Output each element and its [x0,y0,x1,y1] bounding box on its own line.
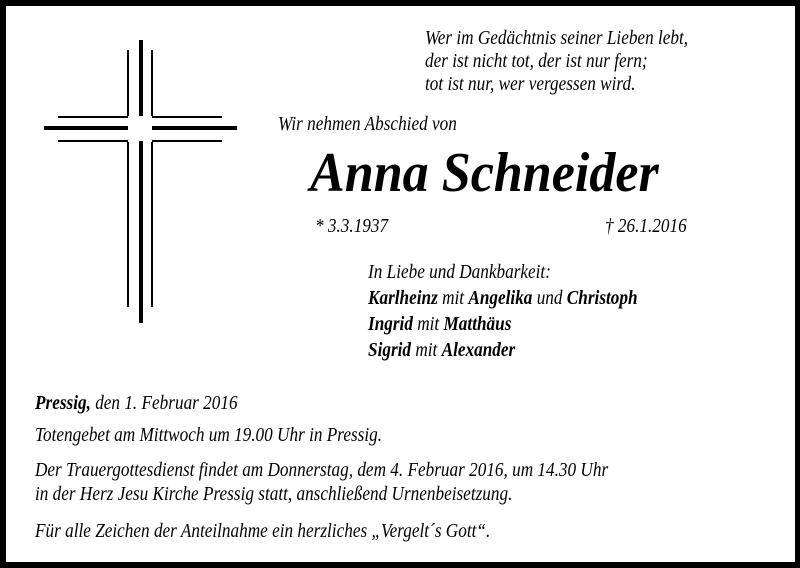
death-date: † 26.1.2016 [605,215,687,237]
service-info-line1: Der Trauergottesdienst findet am Donnerstag, dem 4. Februar 2016, um 14.30 Uhr [35,459,609,481]
mourners-line [368,339,515,361]
mourner: Matthäus [443,313,512,335]
intro-text: Wir nehmen Abschied von [278,113,457,135]
quote-line: der ist nicht tot, der ist nur fern; [425,50,648,72]
mourners-heading: In Liebe und Dankbarkeit: [368,261,551,283]
birth-date: * 3.3.1937 [315,215,389,237]
place-date [35,392,238,414]
mourner: Sigrid [368,339,412,361]
deceased-name: Anna Schneider [310,142,659,204]
mourners-line [368,287,638,309]
connector: mit [411,339,442,361]
quote-line: tot ist nur, wer vergessen wird. [425,73,636,95]
mourner: Alexander [441,339,516,361]
mourner: Ingrid [368,313,413,335]
service-info-line2: in der Herz Jesu Kirche Pressig statt, anschließend Urnenbeisetzung. [35,483,513,505]
place: Pressig, [35,392,91,414]
mourner: Angelika [468,287,533,309]
quote-line: Wer im Gedächtnis seiner Lieben lebt, [425,27,689,49]
date: den 1. Februar 2016 [90,392,238,414]
connector: und [532,287,567,309]
prayer-info: Totengebet am Mittwoch um 19.00 Uhr in Pressig. [35,424,383,446]
thanks-text: Für alle Zeichen der Anteilnahme ein herzliches „Vergelt´s Gott“. [35,520,491,542]
connector: mit [412,313,444,335]
mourner: Karlheinz [368,287,438,309]
connector: mit [437,287,469,309]
mourners-line [368,313,511,335]
mourner: Christoph [566,287,638,309]
